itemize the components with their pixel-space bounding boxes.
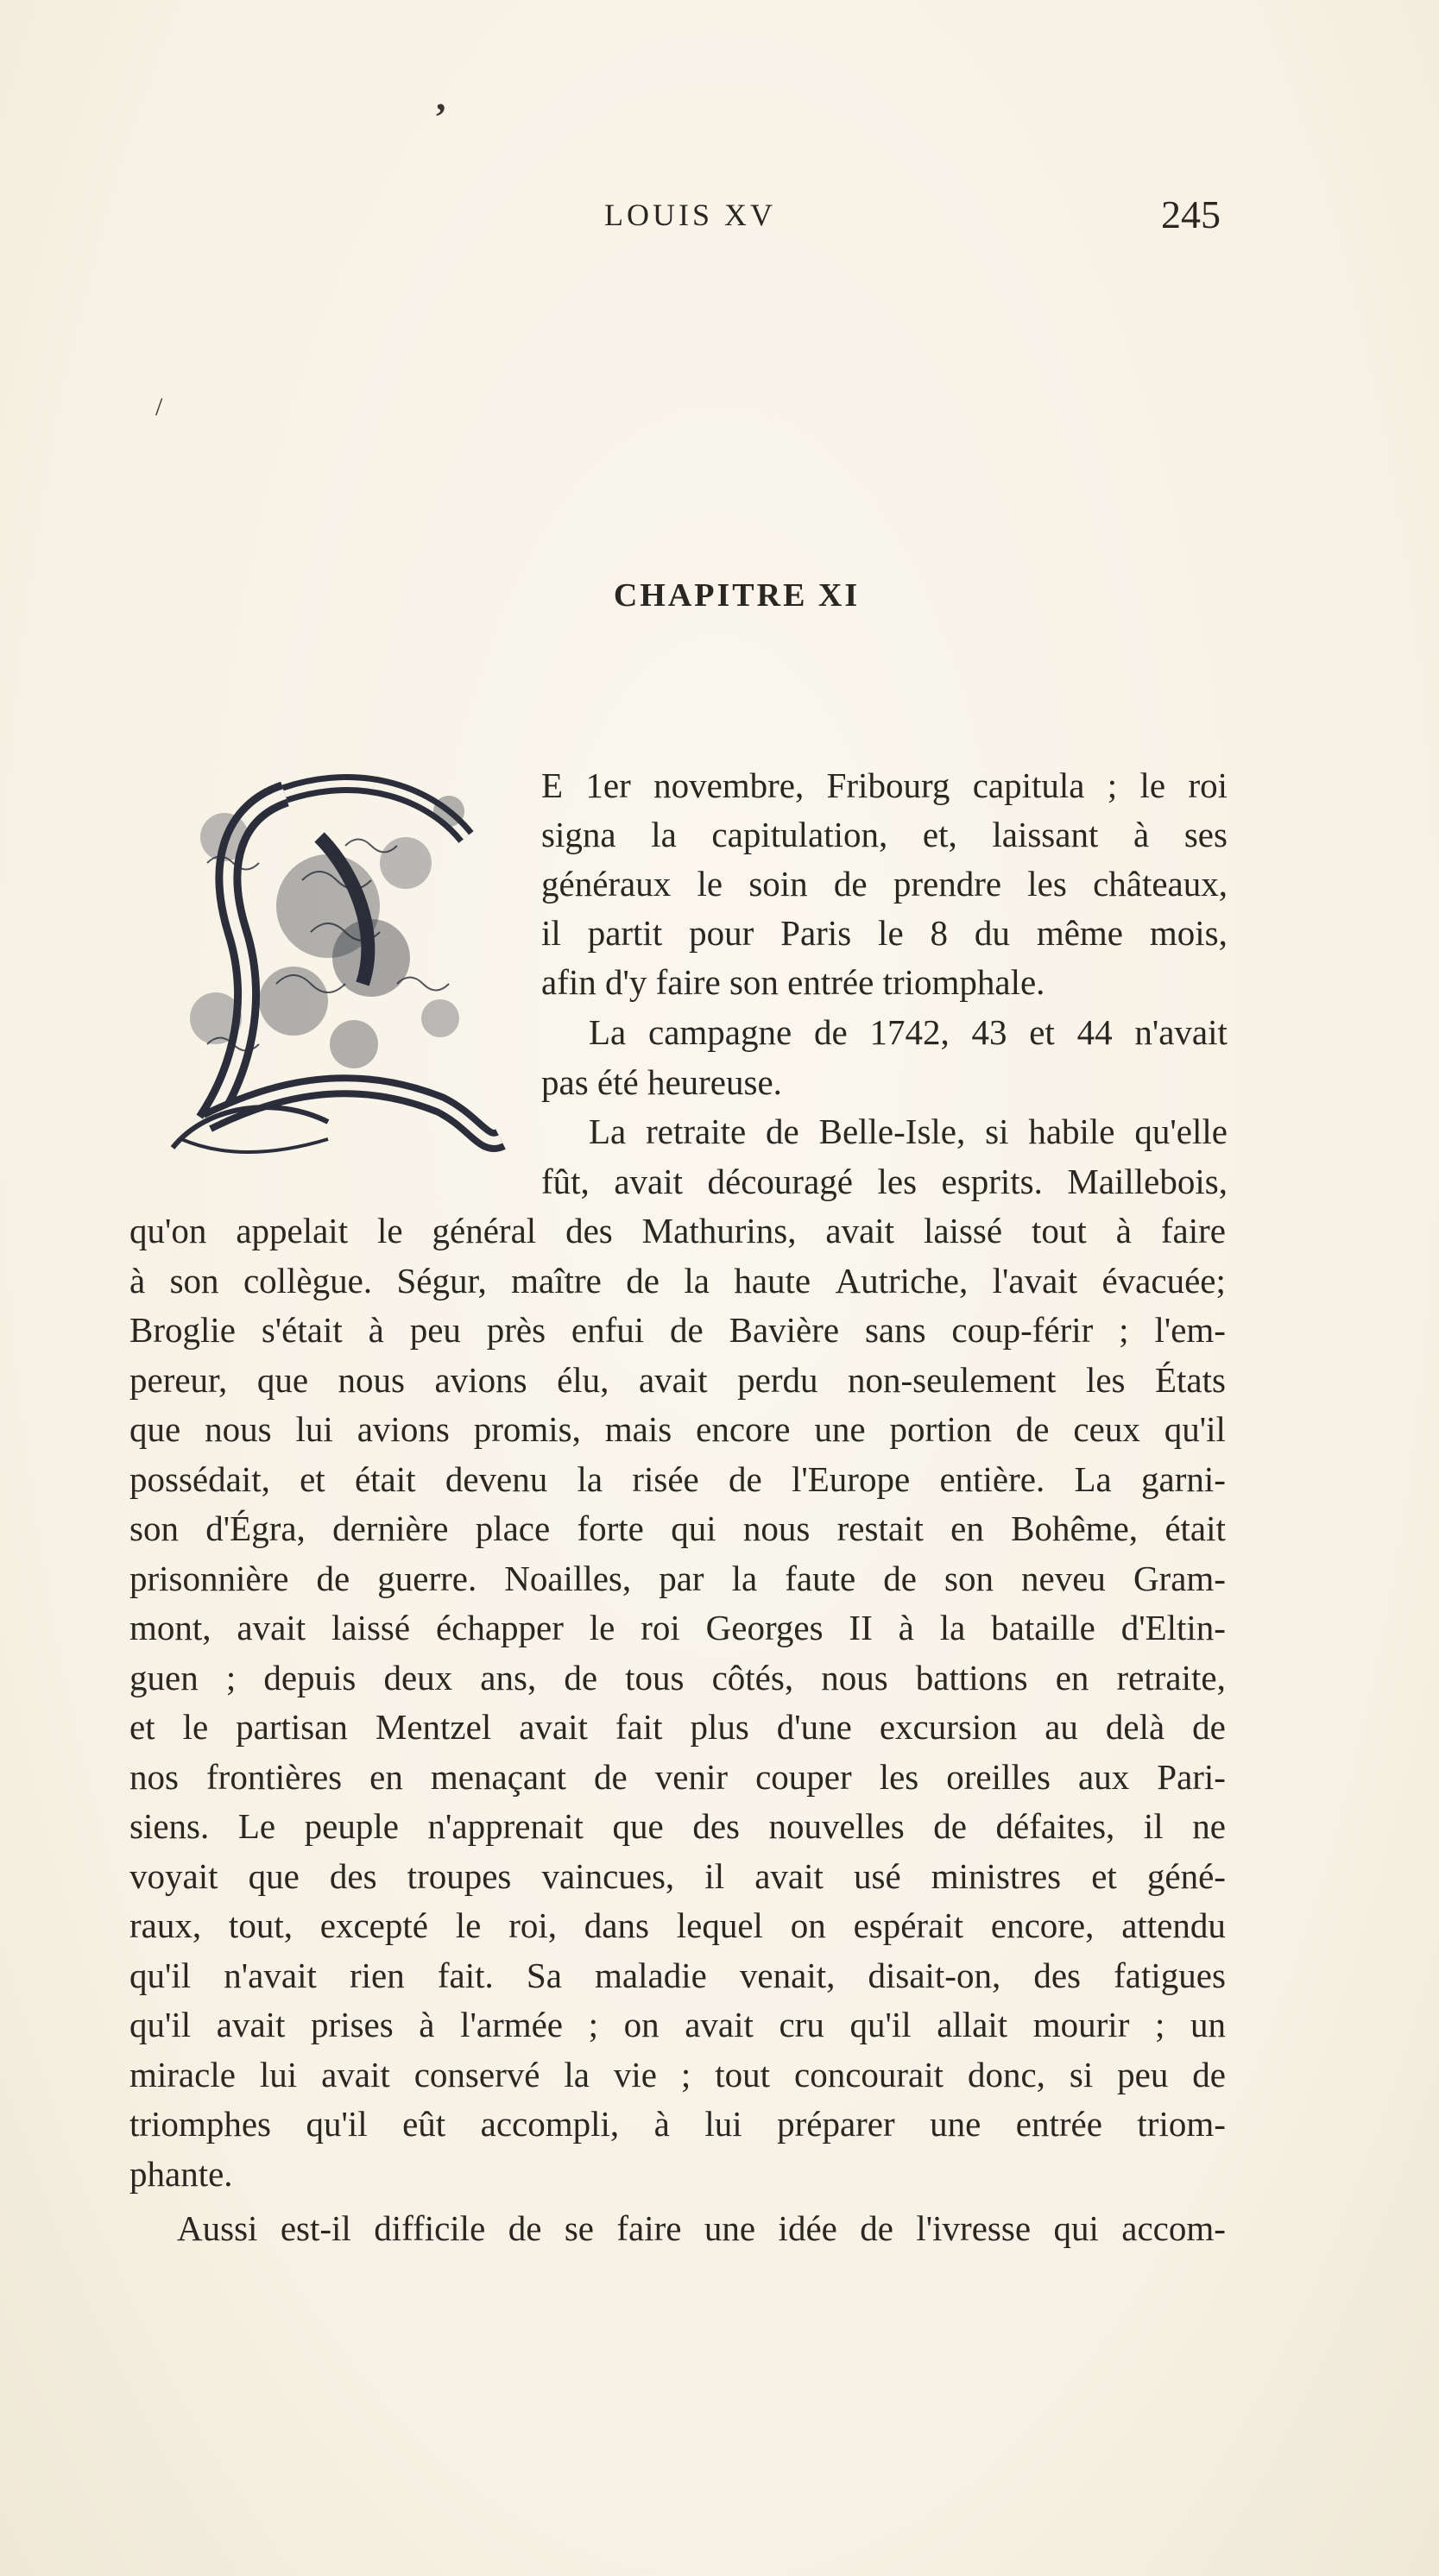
text-line: à son collègue. Ségur, maître de la haute Autriche, l'avait évacuée; xyxy=(129,1261,1226,1301)
text-line: qu'on appelait le général des Mathurins, avait laissé tout à faire xyxy=(129,1211,1226,1250)
page-number: 245 xyxy=(1161,192,1221,236)
text-line: raux, tout, excepté le roi, dans lequel on espérait encore, attendu xyxy=(129,1905,1226,1945)
text-line: il partit pour Paris le 8 du même mois, xyxy=(541,913,1228,953)
text-line: guen ; depuis deux ans, de tous côtés, nous battions en retraite, xyxy=(129,1658,1226,1697)
text-line: nos frontières en menaçant de venir couper les oreilles aux Pari- xyxy=(129,1757,1226,1797)
text-line: La campagne de 1742, 43 et 44 n'avait xyxy=(589,1012,1228,1052)
text-line: généraux le soin de prendre les châteaux, xyxy=(541,864,1228,904)
text-line: E 1er novembre, Fribourg capitula ; le roi xyxy=(541,765,1228,805)
text-line: signa la capitulation, et, laissant à ses xyxy=(541,815,1228,854)
text-line: et le partisan Mentzel avait fait plus d'une excursion au delà de xyxy=(129,1707,1226,1747)
text-line: Broglie s'était à peu près enfui de Bavière sans coup-férir ; l'em- xyxy=(129,1310,1226,1350)
text-line: voyait que des troupes vaincues, il avait usé ministres et géné- xyxy=(129,1856,1226,1896)
text-line: miracle lui avait conservé la vie ; tout concourait donc, si peu de xyxy=(129,2055,1226,2094)
text-line: afin d'y faire son entrée triomphale. xyxy=(541,962,1045,1002)
text-line: que nous lui avions promis, mais encore une portion de ceux qu'il xyxy=(129,1409,1226,1449)
text-line: phante. xyxy=(129,2154,233,2194)
text-line: qu'il avait prises à l'armée ; on avait cru qu'il allait mourir ; un xyxy=(129,2005,1226,2044)
text-line: possédait, et était devenu la risée de l'Europe entière. La garni- xyxy=(129,1459,1226,1499)
text-line: siens. Le peuple n'apprenait que des nouvelles de défaites, il ne xyxy=(129,1806,1226,1846)
ornamental-dropcap xyxy=(155,759,509,1174)
ink-speck: / xyxy=(155,393,163,421)
text-line: pereur, que nous avions élu, avait perdu non-seulement les États xyxy=(129,1360,1226,1400)
text-line: pas été heureuse. xyxy=(541,1062,782,1102)
text-line: mont, avait laissé échapper le roi Georges II à la bataille d'Eltin- xyxy=(129,1608,1226,1647)
running-head: LOUIS XV xyxy=(604,198,776,232)
text-line: qu'il n'avait rien fait. Sa maladie venait, disait-on, des fatigues xyxy=(129,1956,1226,1995)
text-line: Aussi est-il difficile de se faire une idée de l'ivresse qui accom- xyxy=(177,2208,1226,2248)
chapter-title: CHAPITRE XI xyxy=(613,577,861,614)
text-line: son d'Égra, dernière place forte qui nous restait en Bohême, était xyxy=(129,1508,1226,1548)
text-line: fût, avait découragé les esprits. Maillebois, xyxy=(541,1162,1228,1201)
dropcap-illustration xyxy=(155,759,509,1174)
text-line: prisonnière de guerre. Noailles, par la faute de son neveu Gram- xyxy=(129,1559,1226,1598)
text-line: La retraite de Belle-Isle, si habile qu'elle xyxy=(589,1112,1228,1151)
text-line: triomphes qu'il eût accompli, à lui préparer une entrée triom- xyxy=(129,2104,1226,2144)
ink-speck: , xyxy=(436,74,446,118)
